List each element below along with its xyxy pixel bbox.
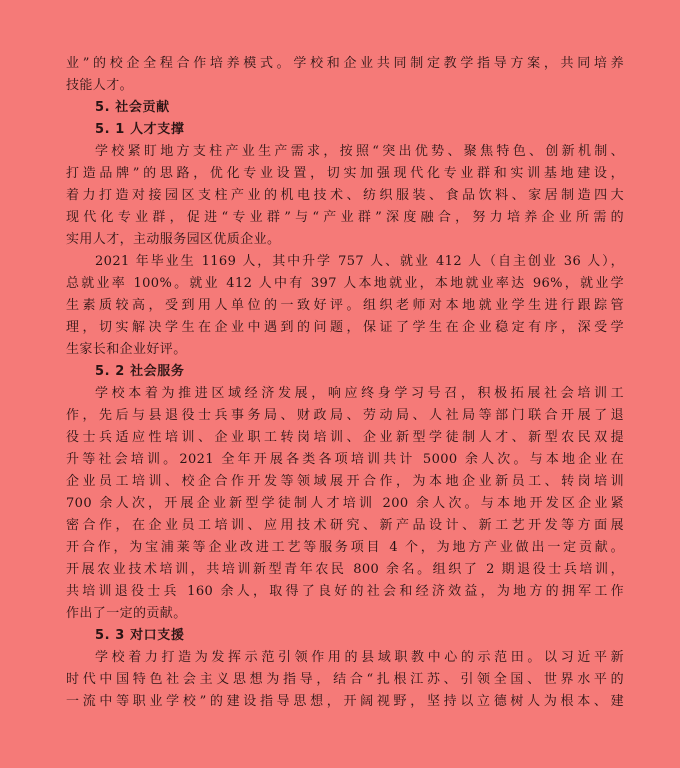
text-line: 役士兵适应性培训、企业职工转岗培训、企业新型学徒制人才、新型农民双提: [66, 430, 624, 445]
text-line: 学校着力打造为发挥示范引领作用的县域职教中心的示范田。以习近平新: [95, 650, 624, 665]
text-line: 700 余人次，开展企业新型学徒制人才培训 200 余人次。与本地开发区企业紧: [66, 496, 624, 511]
text-line: 理，切实解决学生在企业中遇到的问题，保证了学生在企业稳定有序，深受学: [66, 320, 624, 335]
text-line: 学校紧盯地方支柱产业生产需求，按照“突出优势、聚焦特色、创新机制、: [95, 144, 624, 159]
text-line: 作，先后与县退役士兵事务局、财政局、劳动局、人社局等部门联合开展了退: [66, 408, 624, 423]
document-page: [66, 53, 624, 713]
text-line: 生素质较高，受到用人单位的一致好评。组织老师对本地就业学生进行跟踪管: [66, 298, 624, 313]
section-heading-social-contribution: 5. 社会贡献: [95, 100, 170, 115]
text-line: 总就业率 100%。就业 412 人中有 397 人本地就业，本地就业率达 96%，就业学: [66, 276, 624, 291]
subsection-heading-social-service: 5. 2 社会服务: [95, 364, 185, 379]
subsection-heading-talent-support: 5. 1 人才支撑: [95, 122, 185, 137]
text-line: 生家长和企业好评。: [66, 342, 187, 357]
text-line: 开展农业技术培训，共培训新型青年农民 800 余名。组织了 2 期退役士兵培训，: [66, 562, 624, 577]
text-line: 作出了一定的贡献。: [66, 606, 187, 621]
text-line: 共培训退役士兵 160 余人，取得了良好的社会和经济效益，为地方的拥军工作: [66, 584, 624, 599]
text-line: 实用人才，主动服务园区优质企业。: [66, 232, 281, 247]
subsection-heading-counterpart-support: 5. 3 对口支援: [95, 628, 185, 643]
text-line: 打造品牌”的思路，优化专业设置，切实加强现代化专业群和实训基地建设，: [66, 166, 624, 181]
text-line: 升等社会培训。2021 全年开展各类各项培训共计 5000 余人次。与本地企业在: [66, 452, 624, 467]
text-line: 企业员工培训、校企合作开发等领域展开合作，为本地企业新员工、转岗培训: [66, 474, 624, 489]
text-line: 技能人才。: [66, 78, 134, 93]
text-line: 业”的校企全程合作培养模式。学校和企业共同制定教学指导方案，共同培养: [66, 56, 624, 71]
text-line: 密合作，在企业员工培训、应用技术研究、新产品设计、新工艺开发等方面展: [66, 518, 624, 533]
text-line: 学校本着为推进区域经济发展，响应终身学习号召，积极拓展社会培训工: [95, 386, 624, 401]
text-line: 现代化专业群，促进“专业群”与“产业群”深度融合，努力培养企业所需的: [66, 210, 624, 225]
text-line: 着力打造对接园区支柱产业的机电技术、纺织服装、食品饮料、家居制造四大: [66, 188, 624, 203]
text-line: 一流中等职业学校”的建设指导思想，开阔视野，坚持以立德树人为根本、建: [66, 694, 624, 709]
text-line: 时代中国特色社会主义思想为指导，结合“扎根江苏、引领全国、世界水平的: [66, 672, 624, 687]
text-line: 开合作，为宝浦莱等企业改进工艺等服务项目 4 个，为地方产业做出一定贡献。: [66, 540, 624, 555]
text-line: 2021 年毕业生 1169 人，其中升学 757 人、就业 412 人（自主创业 36 人），: [95, 254, 624, 269]
